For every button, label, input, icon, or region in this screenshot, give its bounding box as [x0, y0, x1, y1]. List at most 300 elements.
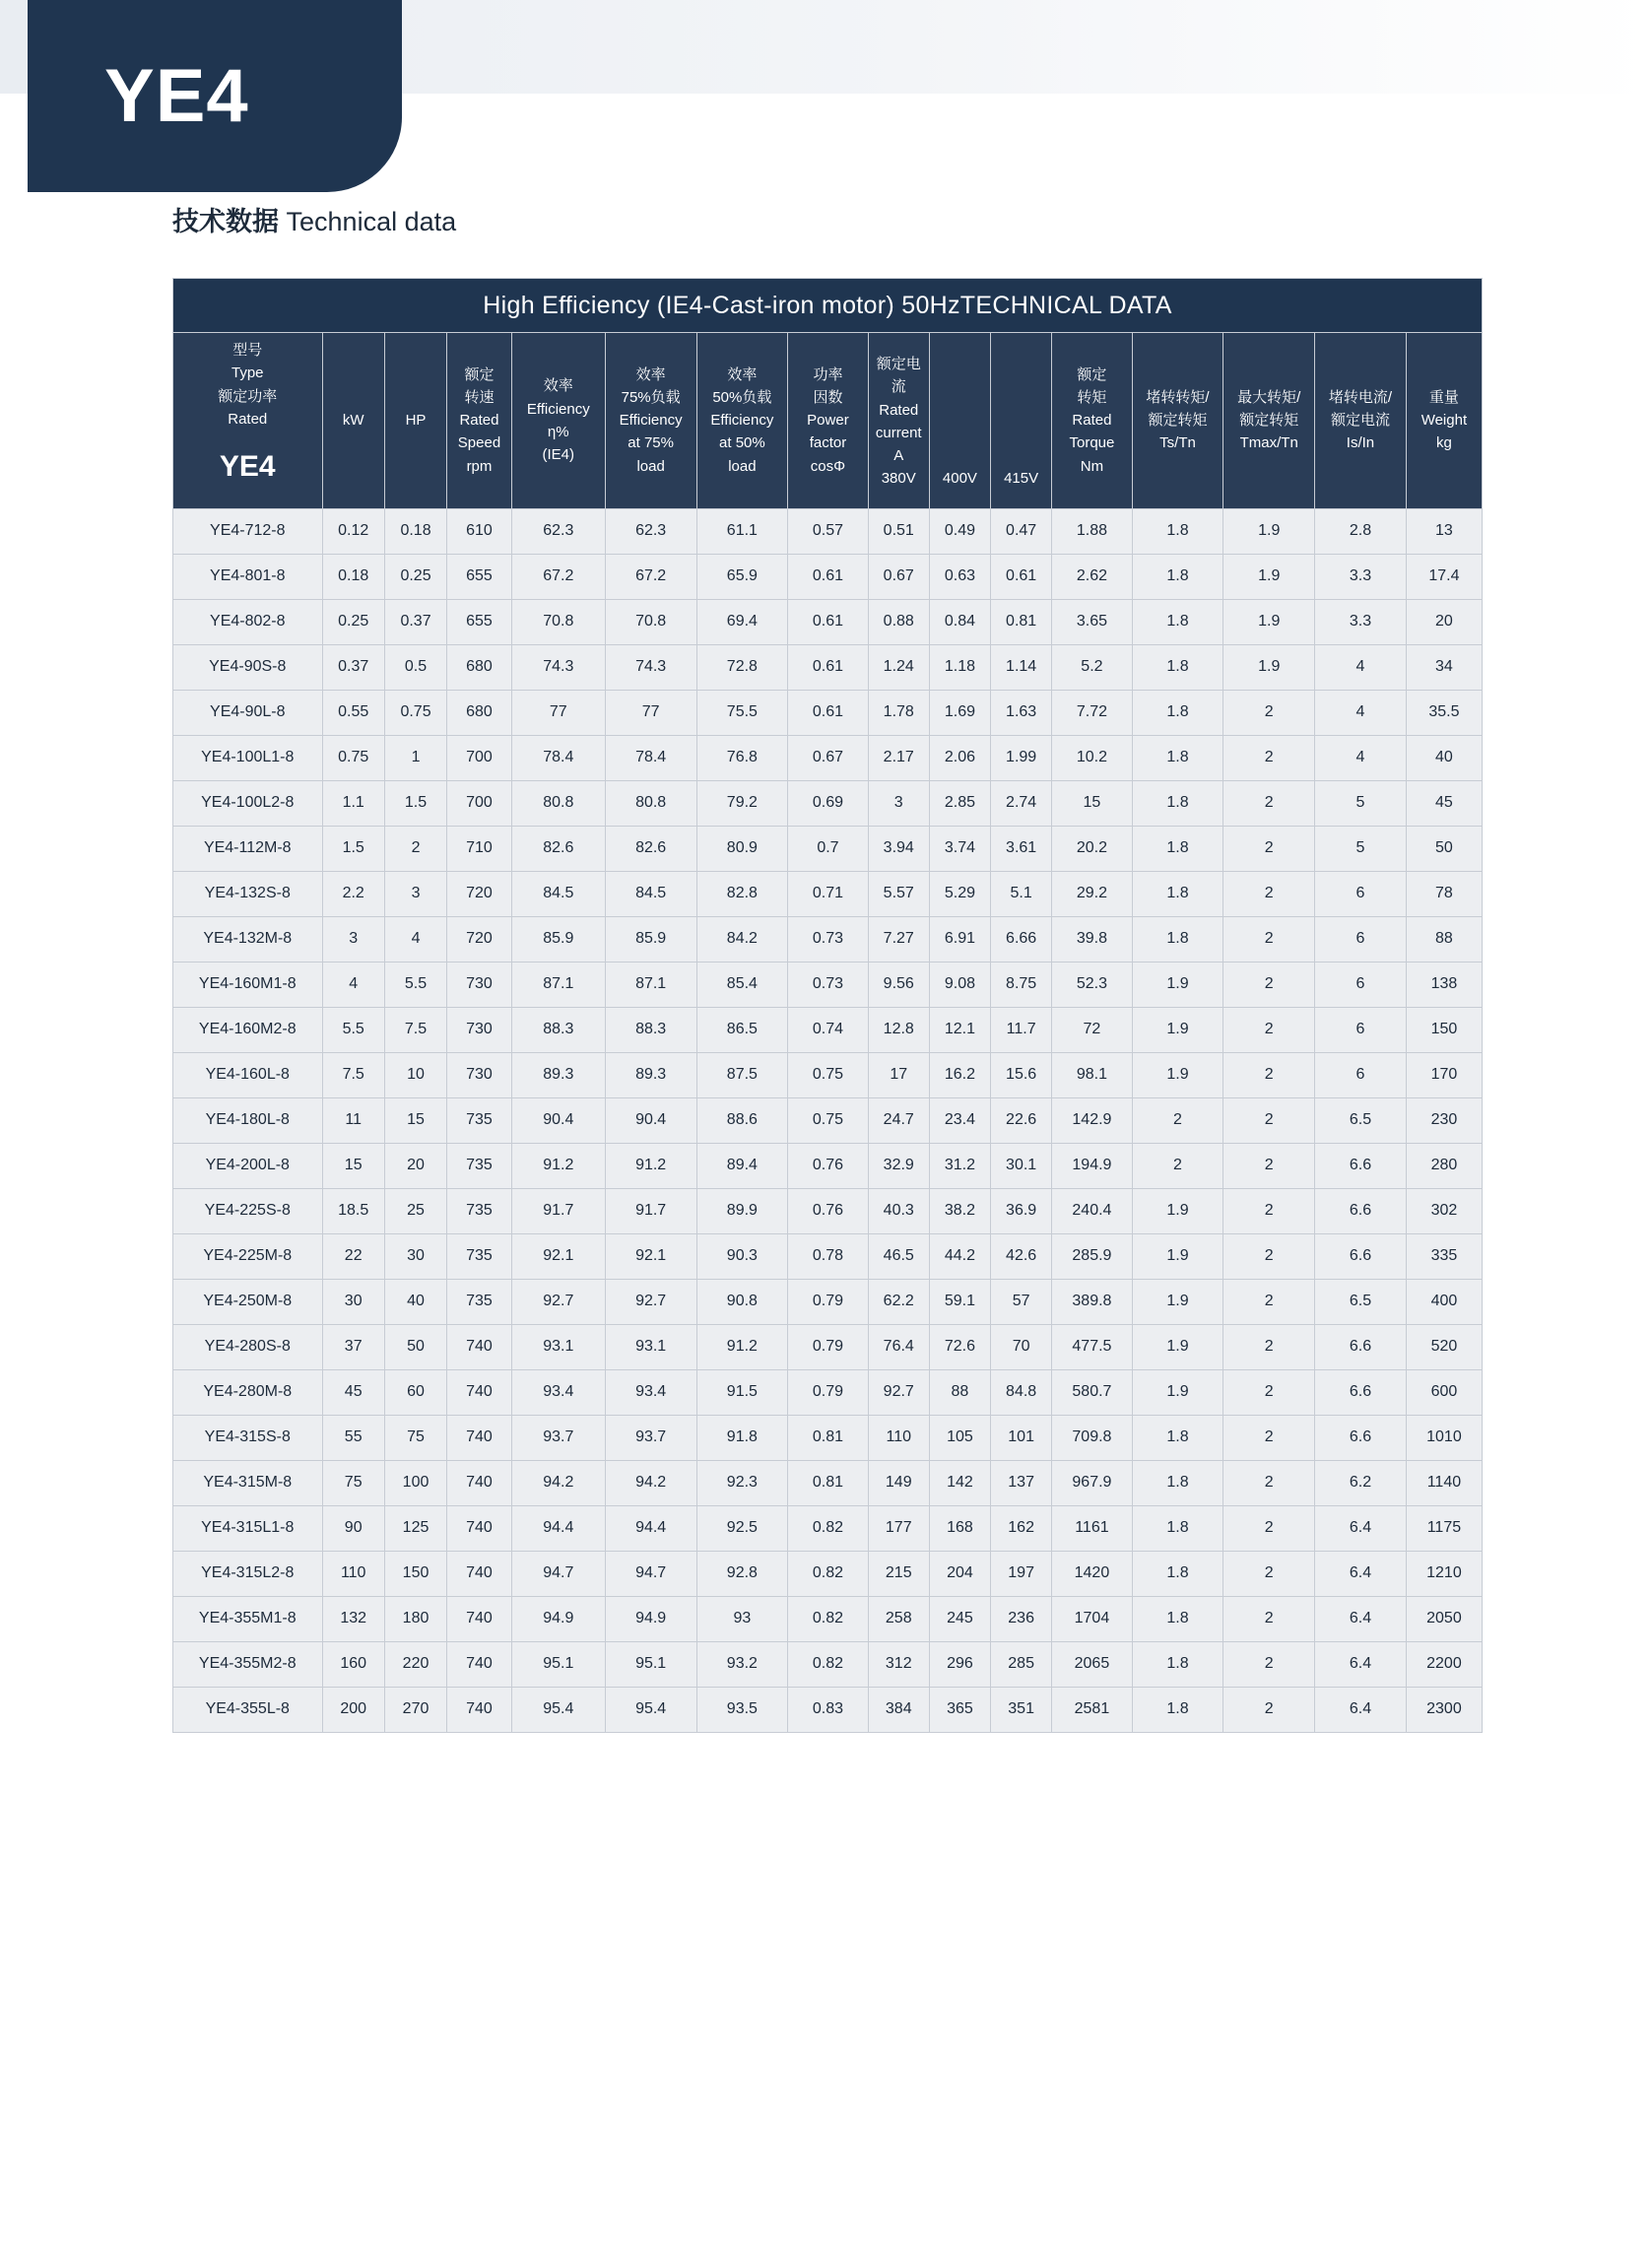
table-cell: 2300 [1406, 1687, 1482, 1732]
table-cell: 88.3 [605, 1007, 696, 1052]
table-row [173, 1551, 1483, 1596]
table-cell: 75.5 [696, 690, 788, 735]
table-cell: 1.88 [1052, 508, 1132, 554]
technical-data-table [172, 278, 1483, 1733]
table-cell: 2.74 [991, 780, 1052, 826]
header-current-380v: 额定电流 Rated current A 380V [868, 333, 929, 509]
table-cell: 70.8 [605, 599, 696, 644]
table-cell: 5.5 [322, 1007, 384, 1052]
table-cell: 1.8 [1132, 554, 1223, 599]
table-cell: 95.4 [605, 1687, 696, 1732]
table-cell: 351 [991, 1687, 1052, 1732]
table-cell: 740 [447, 1551, 512, 1596]
table-cell: 1.8 [1132, 826, 1223, 871]
header-efficiency-50: 效率 50%负载 Efficiency at 50% load [696, 333, 788, 509]
table-cell: 0.82 [788, 1596, 868, 1641]
table-cell: 0.55 [322, 690, 384, 735]
table-cell: 0.69 [788, 780, 868, 826]
table-cell: 5 [1315, 780, 1407, 826]
table-cell: 93.2 [696, 1641, 788, 1687]
table-cell: 84.8 [991, 1369, 1052, 1415]
table-cell: 700 [447, 735, 512, 780]
table-cell: 740 [447, 1505, 512, 1551]
table-cell: 0.18 [322, 554, 384, 599]
table-cell: 520 [1406, 1324, 1482, 1369]
table-cell: 177 [868, 1505, 929, 1551]
table-cell: 90.3 [696, 1233, 788, 1279]
table-cell: 87.1 [605, 962, 696, 1007]
table-cell: 2.8 [1315, 508, 1407, 554]
header-hp: HP [384, 333, 446, 509]
table-cell: 2 [1223, 1233, 1315, 1279]
table-cell: 6.66 [991, 916, 1052, 962]
table-cell: 2 [1223, 1324, 1315, 1369]
table-cell: 1.9 [1223, 508, 1315, 554]
table-cell: 0.82 [788, 1641, 868, 1687]
table-cell: 7.72 [1052, 690, 1132, 735]
table-cell: 4 [1315, 644, 1407, 690]
table-cell: 1420 [1052, 1551, 1132, 1596]
table-cell: 967.9 [1052, 1460, 1132, 1505]
table-cell: 735 [447, 1097, 512, 1143]
table-cell: 735 [447, 1188, 512, 1233]
table-cell: 5.29 [929, 871, 990, 916]
table-cell: 37 [322, 1324, 384, 1369]
table-cell: 94.4 [605, 1505, 696, 1551]
table-cell: 0.75 [788, 1052, 868, 1097]
table-row [173, 1188, 1483, 1233]
table-cell: 67.2 [605, 554, 696, 599]
table-cell: 2 [1223, 1007, 1315, 1052]
table-cell: 91.2 [511, 1143, 605, 1188]
table-cell: 1.8 [1132, 916, 1223, 962]
table-row [173, 554, 1483, 599]
table-cell: 389.8 [1052, 1279, 1132, 1324]
table-row [173, 871, 1483, 916]
table-cell: 5.57 [868, 871, 929, 916]
table-cell: 88 [929, 1369, 990, 1415]
table-cell: 2 [1223, 780, 1315, 826]
table-cell: 4 [322, 962, 384, 1007]
table-cell: 4 [384, 916, 446, 962]
cell-type: YE4-225S-8 [173, 1188, 323, 1233]
table-cell: 4 [1315, 735, 1407, 780]
cell-type: YE4-280S-8 [173, 1324, 323, 1369]
header-torque: 额定 转矩 Rated Torque Nm [1052, 333, 1132, 509]
header-weight: 重量 Weight kg [1406, 333, 1482, 509]
cell-type: YE4-100L1-8 [173, 735, 323, 780]
table-cell: 730 [447, 962, 512, 1007]
cell-type: YE4-180L-8 [173, 1097, 323, 1143]
cell-type: YE4-160M1-8 [173, 962, 323, 1007]
table-cell: 230 [1406, 1097, 1482, 1143]
table-cell: 91.8 [696, 1415, 788, 1460]
table-cell: 6.4 [1315, 1596, 1407, 1641]
table-cell: 80.8 [511, 780, 605, 826]
table-cell: 52.3 [1052, 962, 1132, 1007]
table-cell: 0.61 [788, 690, 868, 735]
table-cell: 0.75 [322, 735, 384, 780]
table-cell: 91.7 [605, 1188, 696, 1233]
table-cell: 1.5 [322, 826, 384, 871]
table-cell: 740 [447, 1324, 512, 1369]
table-cell: 67.2 [511, 554, 605, 599]
table-cell: 91.7 [511, 1188, 605, 1233]
table-cell: 149 [868, 1460, 929, 1505]
table-cell: 1.9 [1132, 1369, 1223, 1415]
table-cell: 735 [447, 1143, 512, 1188]
table-cell: 2 [384, 826, 446, 871]
table-cell: 18.5 [322, 1188, 384, 1233]
table-cell: 40 [384, 1279, 446, 1324]
table-cell: 0.57 [788, 508, 868, 554]
table-cell: 6 [1315, 1007, 1407, 1052]
table-cell: 101 [991, 1415, 1052, 1460]
table-cell: 6.5 [1315, 1097, 1407, 1143]
table-cell: 1.9 [1132, 1279, 1223, 1324]
table-cell: 87.5 [696, 1052, 788, 1097]
table-cell: 740 [447, 1415, 512, 1460]
table-cell: 6.2 [1315, 1460, 1407, 1505]
table-row [173, 1097, 1483, 1143]
table-cell: 5 [1315, 826, 1407, 871]
table-cell: 110 [868, 1415, 929, 1460]
table-row [173, 735, 1483, 780]
table-cell: 17 [868, 1052, 929, 1097]
table-cell: 0.88 [868, 599, 929, 644]
table-cell: 92.8 [696, 1551, 788, 1596]
table-cell: 1.9 [1132, 1324, 1223, 1369]
cell-type: YE4-712-8 [173, 508, 323, 554]
table-cell: 296 [929, 1641, 990, 1687]
table-cell: 0.81 [788, 1415, 868, 1460]
table-cell: 3.94 [868, 826, 929, 871]
table-cell: 74.3 [605, 644, 696, 690]
table-cell: 0.67 [788, 735, 868, 780]
table-cell: 6.6 [1315, 1233, 1407, 1279]
table-cell: 740 [447, 1369, 512, 1415]
header-current-415v: 415V [991, 333, 1052, 509]
header-type-label: 型号 Type 额定功率 Rated [218, 342, 278, 428]
table-cell: 62.3 [605, 508, 696, 554]
table-cell: 680 [447, 644, 512, 690]
table-cell: 86.5 [696, 1007, 788, 1052]
table-cell: 1.9 [1132, 1233, 1223, 1279]
table-cell: 20 [384, 1143, 446, 1188]
table-cell: 0.78 [788, 1233, 868, 1279]
table-cell: 194.9 [1052, 1143, 1132, 1188]
table-cell: 0.84 [929, 599, 990, 644]
table-row [173, 916, 1483, 962]
table-cell: 1.1 [322, 780, 384, 826]
table-cell: 1.8 [1132, 1687, 1223, 1732]
cell-type: YE4-200L-8 [173, 1143, 323, 1188]
table-cell: 1.78 [868, 690, 929, 735]
table-cell: 1.8 [1132, 871, 1223, 916]
table-cell: 0.61 [991, 554, 1052, 599]
table-cell: 285 [991, 1641, 1052, 1687]
table-cell: 92.1 [511, 1233, 605, 1279]
table-cell: 82.8 [696, 871, 788, 916]
table-cell: 7.27 [868, 916, 929, 962]
table-cell: 2.17 [868, 735, 929, 780]
table-cell: 88.6 [696, 1097, 788, 1143]
table-cell: 90.4 [511, 1097, 605, 1143]
table-row [173, 1687, 1483, 1732]
table-cell: 93.1 [511, 1324, 605, 1369]
table-cell: 150 [1406, 1007, 1482, 1052]
table-row [173, 1415, 1483, 1460]
table-cell: 142 [929, 1460, 990, 1505]
table-cell: 69.4 [696, 599, 788, 644]
table-row [173, 690, 1483, 735]
table-cell: 6.4 [1315, 1641, 1407, 1687]
table-cell: 15 [1052, 780, 1132, 826]
table-cell: 709.8 [1052, 1415, 1132, 1460]
table-cell: 8.75 [991, 962, 1052, 1007]
table-cell: 200 [322, 1687, 384, 1732]
table-cell: 1.14 [991, 644, 1052, 690]
table-cell: 0.71 [788, 871, 868, 916]
header-speed: 额定 转速 Rated Speed rpm [447, 333, 512, 509]
table-cell: 9.56 [868, 962, 929, 1007]
table-cell: 0.67 [868, 554, 929, 599]
table-cell: 95.4 [511, 1687, 605, 1732]
table-cell: 0.79 [788, 1324, 868, 1369]
table-row [173, 1369, 1483, 1415]
table-cell: 85.9 [605, 916, 696, 962]
table-cell: 170 [1406, 1052, 1482, 1097]
table-cell: 1.99 [991, 735, 1052, 780]
table-cell: 1.9 [1132, 1052, 1223, 1097]
table-cell: 36.9 [991, 1188, 1052, 1233]
table-cell: 45 [1406, 780, 1482, 826]
table-cell: 2581 [1052, 1687, 1132, 1732]
table-cell: 197 [991, 1551, 1052, 1596]
table-cell: 72 [1052, 1007, 1132, 1052]
table-cell: 0.61 [788, 599, 868, 644]
table-cell: 1.8 [1132, 690, 1223, 735]
header-is-in: 堵转电流/ 额定电流 Is/In [1315, 333, 1407, 509]
table-cell: 65.9 [696, 554, 788, 599]
table-cell: 84.5 [511, 871, 605, 916]
table-cell: 92.3 [696, 1460, 788, 1505]
page-title-en: Technical data [286, 207, 457, 236]
table-cell: 95.1 [511, 1641, 605, 1687]
table-cell: 40.3 [868, 1188, 929, 1233]
cell-type: YE4-90S-8 [173, 644, 323, 690]
table-cell: 40 [1406, 735, 1482, 780]
table-cell: 91.2 [605, 1143, 696, 1188]
table-cell: 39.8 [1052, 916, 1132, 962]
table-cell: 2065 [1052, 1641, 1132, 1687]
table-cell: 2 [1223, 1369, 1315, 1415]
table-cell: 15 [384, 1097, 446, 1143]
table-cell: 29.2 [1052, 871, 1132, 916]
table-cell: 10.2 [1052, 735, 1132, 780]
table-cell: 2 [1223, 1188, 1315, 1233]
table-cell: 2 [1223, 871, 1315, 916]
table-cell: 720 [447, 916, 512, 962]
table-cell: 1140 [1406, 1460, 1482, 1505]
table-cell: 400 [1406, 1279, 1482, 1324]
table-cell: 740 [447, 1596, 512, 1641]
table-cell: 0.79 [788, 1279, 868, 1324]
table-cell: 20.2 [1052, 826, 1132, 871]
table-cell: 1.8 [1132, 1460, 1223, 1505]
table-cell: 2 [1223, 735, 1315, 780]
table-cell: 180 [384, 1596, 446, 1641]
table-cell: 34 [1406, 644, 1482, 690]
table-cell: 0.51 [868, 508, 929, 554]
table-cell: 132 [322, 1596, 384, 1641]
table-cell: 0.73 [788, 916, 868, 962]
table-cell: 0.12 [322, 508, 384, 554]
table-cell: 0.81 [788, 1460, 868, 1505]
cell-type: YE4-315L2-8 [173, 1551, 323, 1596]
header-current-400v: 400V [929, 333, 990, 509]
table-cell: 7.5 [322, 1052, 384, 1097]
table-cell: 10 [384, 1052, 446, 1097]
table-cell: 72.6 [929, 1324, 990, 1369]
table-cell: 3 [384, 871, 446, 916]
header-kw: kW [322, 333, 384, 509]
table-row [173, 1641, 1483, 1687]
table-cell: 90 [322, 1505, 384, 1551]
table-cell: 11.7 [991, 1007, 1052, 1052]
table-cell: 2.62 [1052, 554, 1132, 599]
table-cell: 62.3 [511, 508, 605, 554]
table-cell: 3.3 [1315, 554, 1407, 599]
cell-type: YE4-355M1-8 [173, 1596, 323, 1641]
table-cell: 3.3 [1315, 599, 1407, 644]
table-cell: 215 [868, 1551, 929, 1596]
table-row [173, 826, 1483, 871]
cell-type: YE4-100L2-8 [173, 780, 323, 826]
cell-type: YE4-355M2-8 [173, 1641, 323, 1687]
table-row [173, 1279, 1483, 1324]
page-title [172, 209, 456, 235]
table-row [173, 1052, 1483, 1097]
table-cell: 57 [991, 1279, 1052, 1324]
table-cell: 79.2 [696, 780, 788, 826]
table-cell: 137 [991, 1460, 1052, 1505]
table-cell: 23.4 [929, 1097, 990, 1143]
table-cell: 0.75 [788, 1097, 868, 1143]
table-cell: 94.9 [605, 1596, 696, 1641]
table-cell: 75 [322, 1460, 384, 1505]
table-cell: 61.1 [696, 508, 788, 554]
cell-type: YE4-280M-8 [173, 1369, 323, 1415]
table-cell: 240.4 [1052, 1188, 1132, 1233]
table-cell: 335 [1406, 1233, 1482, 1279]
table-row [173, 1007, 1483, 1052]
table-cell: 6.6 [1315, 1188, 1407, 1233]
table-cell: 89.3 [605, 1052, 696, 1097]
table-cell: 30.1 [991, 1143, 1052, 1188]
table-cell: 1.5 [384, 780, 446, 826]
table-cell: 138 [1406, 962, 1482, 1007]
table-cell: 24.7 [868, 1097, 929, 1143]
header-type [173, 333, 323, 509]
table-cell: 0.61 [788, 644, 868, 690]
table-cell: 6.4 [1315, 1551, 1407, 1596]
table-cell: 2 [1223, 1641, 1315, 1687]
cell-type: YE4-132M-8 [173, 916, 323, 962]
table-cell: 1.9 [1132, 1188, 1223, 1233]
table-cell: 1.8 [1132, 1596, 1223, 1641]
table-cell: 6.5 [1315, 1279, 1407, 1324]
cell-type: YE4-801-8 [173, 554, 323, 599]
table-cell: 245 [929, 1596, 990, 1641]
cell-type: YE4-315L1-8 [173, 1505, 323, 1551]
table-cell: 477.5 [1052, 1324, 1132, 1369]
table-cell: 160 [322, 1641, 384, 1687]
table-cell: 0.37 [384, 599, 446, 644]
table-cell: 91.2 [696, 1324, 788, 1369]
table-cell: 70.8 [511, 599, 605, 644]
table-cell: 32.9 [868, 1143, 929, 1188]
table-cell: 93.4 [511, 1369, 605, 1415]
table-cell: 1.63 [991, 690, 1052, 735]
table-cell: 142.9 [1052, 1097, 1132, 1143]
table-cell: 3.61 [991, 826, 1052, 871]
table-cell: 6.6 [1315, 1369, 1407, 1415]
table-cell: 78 [1406, 871, 1482, 916]
table-cell: 93 [696, 1596, 788, 1641]
table-row [173, 599, 1483, 644]
table-cell: 93.1 [605, 1324, 696, 1369]
table-row [173, 1505, 1483, 1551]
table-cell: 2 [1223, 916, 1315, 962]
table-cell: 3 [868, 780, 929, 826]
table-cell: 610 [447, 508, 512, 554]
table-cell: 89.9 [696, 1188, 788, 1233]
table-cell: 2 [1223, 1415, 1315, 1460]
cell-type: YE4-132S-8 [173, 871, 323, 916]
table-row [173, 780, 1483, 826]
table-cell: 1.8 [1132, 1505, 1223, 1551]
table-cell: 6.4 [1315, 1687, 1407, 1732]
table-cell: 720 [447, 871, 512, 916]
table-cell: 0.61 [788, 554, 868, 599]
table-row [173, 508, 1483, 554]
header-tmax-tn: 最大转矩/ 额定转矩 Tmax/Tn [1223, 333, 1315, 509]
table-cell: 1.8 [1132, 1641, 1223, 1687]
table-cell: 82.6 [511, 826, 605, 871]
header-power-factor: 功率 因数 Power factor cosΦ [788, 333, 868, 509]
table-cell: 42.6 [991, 1233, 1052, 1279]
table-cell: 78.4 [511, 735, 605, 780]
table-cell: 55 [322, 1415, 384, 1460]
table-cell: 0.82 [788, 1551, 868, 1596]
table-cell: 0.81 [991, 599, 1052, 644]
table-cell: 2 [1132, 1143, 1223, 1188]
table-cell: 13 [1406, 508, 1482, 554]
table-row [173, 644, 1483, 690]
table-cell: 1.9 [1223, 599, 1315, 644]
table-cell: 38.2 [929, 1188, 990, 1233]
table-cell: 1161 [1052, 1505, 1132, 1551]
table-cell: 6 [1315, 871, 1407, 916]
table-cell: 94.4 [511, 1505, 605, 1551]
table-cell: 710 [447, 826, 512, 871]
table-cell: 220 [384, 1641, 446, 1687]
table-cell: 285.9 [1052, 1233, 1132, 1279]
table-cell: 20 [1406, 599, 1482, 644]
table-cell: 1.24 [868, 644, 929, 690]
table-cell: 77 [511, 690, 605, 735]
